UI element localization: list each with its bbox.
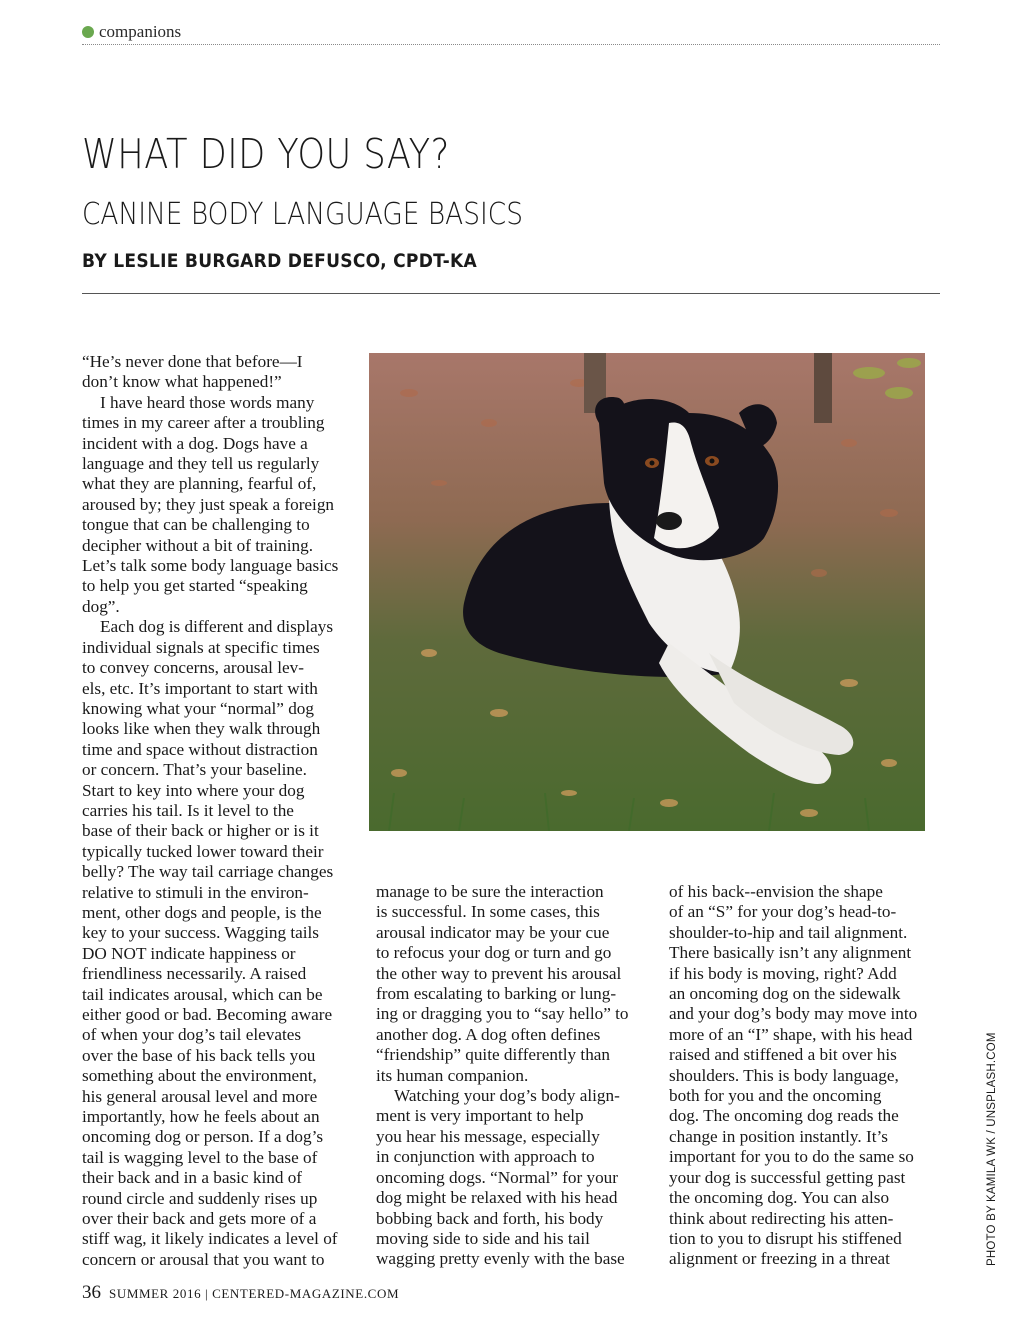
text-line: Watching your dog’s body align- [394,1086,620,1106]
text-line: carries his tail. Is it level to the [82,800,294,820]
text-line: important for you to do the same so [669,1147,914,1167]
text-line: round circle and suddenly rises up [82,1188,318,1208]
text-line: think about redirecting his atten- [669,1208,894,1228]
text-line: decipher without a bit of training. [82,535,314,555]
text-line: in conjunction with approach to [376,1147,595,1167]
text-line: stiff wag, it likely indicates a level of [82,1229,338,1249]
text-line: tail indicates arousal, which can be [82,984,323,1004]
text-line: its human companion. [376,1065,529,1085]
text-line: ing or dragging you to “say hello” to [376,1004,629,1024]
text-line: you hear his message, especially [376,1126,600,1146]
text-line: their back and in a basic kind of [82,1168,303,1188]
text-line: DO NOT indicate happiness or [82,943,296,963]
text-line: is successful. In some cases, this [376,902,600,922]
text-line: arousal indicator may be your cue [376,922,610,942]
text-line: individual signals at specific times [82,637,320,657]
text-line: time and space without distraction [82,739,318,759]
text-line: of an “S” for your dog’s head-to- [669,902,897,922]
text-line: oncoming dog or person. If a dog’s [82,1127,324,1147]
text-line: language and they tell us regularly [82,454,320,474]
text-line: looks like when they walk through [82,719,321,739]
photo-credit: PHOTO BY KAMILA WK / UNSPLASH.COM [986,1032,998,1266]
text-line: more of an “I” shape, with his head [669,1024,913,1044]
text-line: from escalating to barking or lung- [376,984,617,1004]
text-line: times in my career after a troubling [82,413,325,433]
article-column-2 [376,882,658,1270]
text-line: over the base of his back tells you [82,1045,316,1065]
text-line: concern or arousal that you want to [82,1249,325,1269]
text-line: his general arousal level and more [82,1086,318,1106]
issue-info: SUMMER 2016 | CENTERED-MAGAZINE.COM [109,1286,400,1301]
text-line: something about the environment, [82,1066,317,1086]
text-line: alignment or freezing in a threat [669,1249,890,1269]
text-line: base of their back or higher or is it [82,821,319,841]
text-line: incident with a dog. Dogs have a [82,433,308,453]
text-line: an oncoming dog on the sidewalk [669,984,901,1004]
text-line: dog might be relaxed with his head [376,1188,618,1208]
text-line: tail is wagging level to the base of [82,1147,318,1167]
text-line: “He’s never done that before—I [82,352,303,371]
text-line: shoulders. This is body language, [669,1065,899,1085]
text-line: shoulder-to-hip and tail alignment. [669,922,908,942]
text-line: both for you and the oncoming [669,1086,882,1106]
text-line: oncoming dogs. “Normal” for your [376,1167,619,1187]
article-title: WHAT DID YOU SAY? [82,130,450,178]
text-line: manage to be sure the interaction [376,882,604,901]
section-dot-icon [82,26,94,38]
text-line: dog”. [82,596,120,616]
text-line: els, etc. It’s important to start with [82,678,318,698]
text-line: to refocus your dog or turn and go [376,943,612,963]
article-column-3 [669,882,951,1270]
text-line: dog. The oncoming dog reads the [669,1106,899,1126]
article-byline: BY LESLIE BURGARD DEFUSCO, CPDT-KA [82,250,478,272]
text-line: aroused by; they just speak a foreign [82,494,335,514]
section-tag [82,20,940,45]
text-line: raised and stiffened a bit over his [669,1045,897,1065]
text-line: friendliness necessarily. A raised [82,964,307,984]
text-line: the other way to prevent his arousal [376,963,622,983]
text-line: Let’s talk some body language basics [82,556,339,576]
text-line: the oncoming dog. You can also [669,1188,890,1208]
dog-photo [369,353,925,831]
text-line: knowing what your “normal” dog [82,698,314,718]
text-line: moving side to side and his tail [376,1228,590,1248]
text-line: ment, other dogs and people, is the [82,902,322,922]
text-line: over their back and gets more of a [82,1209,317,1229]
text-line: or concern. That’s your baseline. [82,760,307,780]
text-line: tion to you to disrupt his stiffened [669,1228,902,1248]
text-line: relative to stimuli in the environ- [82,882,309,902]
text-line: Each dog is different and displays [100,617,334,637]
text-line: either good or bad. Becoming aware [82,1005,333,1024]
text-line: another dog. A dog often defines [376,1024,601,1044]
article-subtitle: CANINE BODY LANGUAGE BASICS [82,197,523,232]
text-line: belly? The way tail carriage changes [82,862,334,882]
text-line: to help you get started “speaking [82,576,308,596]
text-line: typically tucked lower toward their [82,841,324,861]
text-line: key to your success. Wagging tails [82,923,319,943]
header-divider [82,293,940,294]
text-line: change in position instantly. It’s [669,1126,888,1146]
text-line: what they are planning, fearful of, [82,474,317,494]
text-line: your dog is successful getting past [669,1167,906,1187]
text-line: and your dog’s body may move into [669,1004,918,1024]
text-line: “friendship” quite differently than [376,1045,611,1065]
text-line: I have heard those words many [100,392,315,412]
text-line: importantly, how he feels about an [82,1107,320,1127]
page-footer [82,1282,399,1304]
text-line: of his back--envision the shape [669,882,883,901]
text-line: if his body is moving, right? Add [669,963,897,983]
article-column-1 [82,352,364,1270]
text-line: to convey concerns, arousal lev- [82,658,304,678]
text-line: ment is very important to help [376,1106,584,1126]
section-label: companions [99,22,182,41]
text-line: tongue that can be challenging to [82,515,310,535]
text-line: of when your dog’s tail elevates [82,1025,302,1045]
text-line: wagging pretty evenly with the base [376,1249,625,1269]
text-line: don’t know what happened!” [82,372,282,392]
text-line: Start to key into where your dog [82,780,305,800]
text-line: There basically isn’t any alignment [669,943,912,963]
text-line: bobbing back and forth, his body [376,1208,604,1228]
page-number: 36 [82,1282,101,1303]
